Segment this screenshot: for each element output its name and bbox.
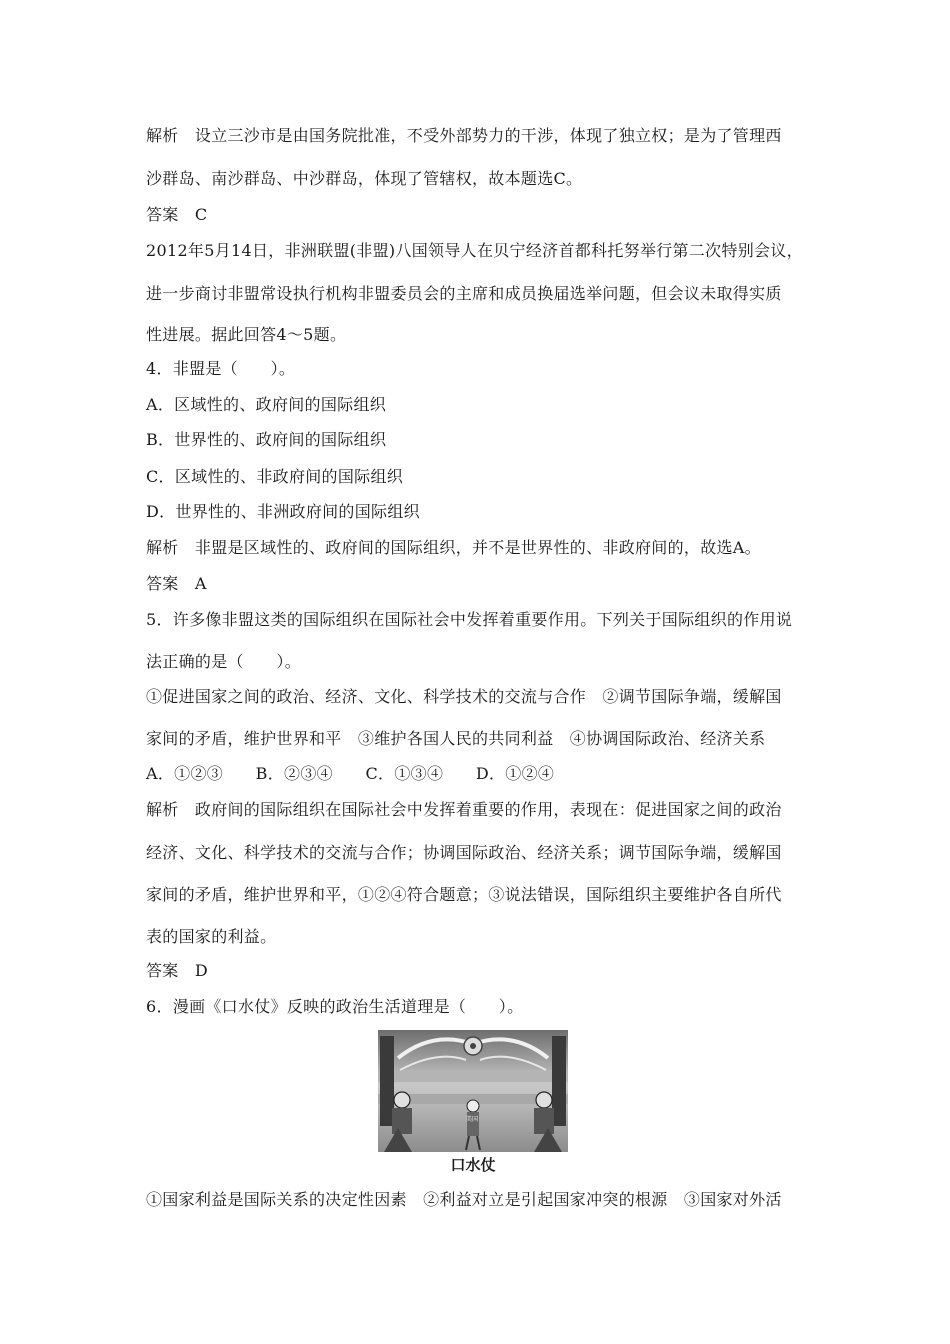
answer-q4: 答案 A: [146, 574, 207, 593]
q6-statements-line1: ①国家利益是国际关系的决定性因素 ②利益对立是引起国家冲突的根源 ③国家对外活: [146, 1190, 782, 1209]
passage-line3: 性进展。据此回答4～5题。: [146, 325, 347, 344]
q5-options: A．①②③ B．②③④ C．①③④ D．①②④: [146, 764, 555, 783]
cartoon-drawing: [378, 1030, 568, 1152]
analysis-q3-line2: 沙群岛、南沙群岛、中沙群岛，体现了管辖权，故本题选C。: [146, 169, 583, 188]
analysis-q5-line4: 表的国家的利益。: [146, 927, 277, 946]
q5-statements-line2: 家间的矛盾，维护世界和平 ③维护各国人民的共同利益 ④协调国际政治、经济关系: [146, 729, 766, 748]
analysis-q5-line1: 解析 政府间的国际组织在国际社会中发挥着重要的作用，表现在：促进国家之间的政治: [146, 800, 782, 819]
question-4: 4．非盟是（ ）。: [146, 359, 296, 378]
question-6: 6．漫画《口水仗》反映的政治生活道理是（ ）。: [146, 997, 524, 1016]
answer-q5: 答案 D: [146, 961, 209, 980]
q4-option-b: B．世界性的、政府间的国际组织: [146, 430, 387, 449]
q4-option-c: C．区域性的、非政府间的国际组织: [146, 467, 404, 486]
question-5-line1: 5．许多像非盟这类的国际组织在国际社会中发挥着重要作用。下列关于国际组织的作用说: [146, 610, 793, 629]
cartoon-image: [378, 1030, 568, 1152]
analysis-q3-line1: 解析 设立三沙市是由国务院批准，不受外部势力的干涉，体现了独立权；是为了管理西: [146, 126, 782, 145]
q4-option-a: A．区域性的、政府间的国际组织: [146, 395, 387, 414]
cartoon-caption: 口水仗: [450, 1156, 496, 1174]
passage-line2: 进一步商讨非盟常设执行机构非盟委员会的主席和成员换届选举问题，但会议未取得实质: [146, 284, 782, 303]
q4-option-d: D．世界性的、非洲政府间的国际组织: [146, 502, 420, 521]
analysis-q4: 解析 非盟是区域性的、政府间的国际组织，并不是世界性的、非政府间的，故选A。: [146, 538, 761, 557]
answer-q3: 答案 C: [146, 205, 208, 224]
question-5-line2: 法正确的是（ ）。: [146, 652, 302, 671]
analysis-q5-line2: 经济、文化、科学技术的交流与合作；协调国际政治、经济关系；调节国际争端，缓解国: [146, 843, 782, 862]
cartoon-badge: 美国: [466, 1116, 479, 1123]
analysis-q5-line3: 家间的矛盾，维护世界和平，①②④符合题意；③说法错误，国际组织主要维护各自所代: [146, 885, 782, 904]
passage-line1: 2012年5月14日，非洲联盟(非盟)八国领导人在贝宁经济首都科托努举行第二次特别会议，: [146, 241, 803, 260]
q5-statements-line1: ①促进国家之间的政治、经济、文化、科学技术的交流与合作 ②调节国际争端，缓解国: [146, 687, 782, 706]
